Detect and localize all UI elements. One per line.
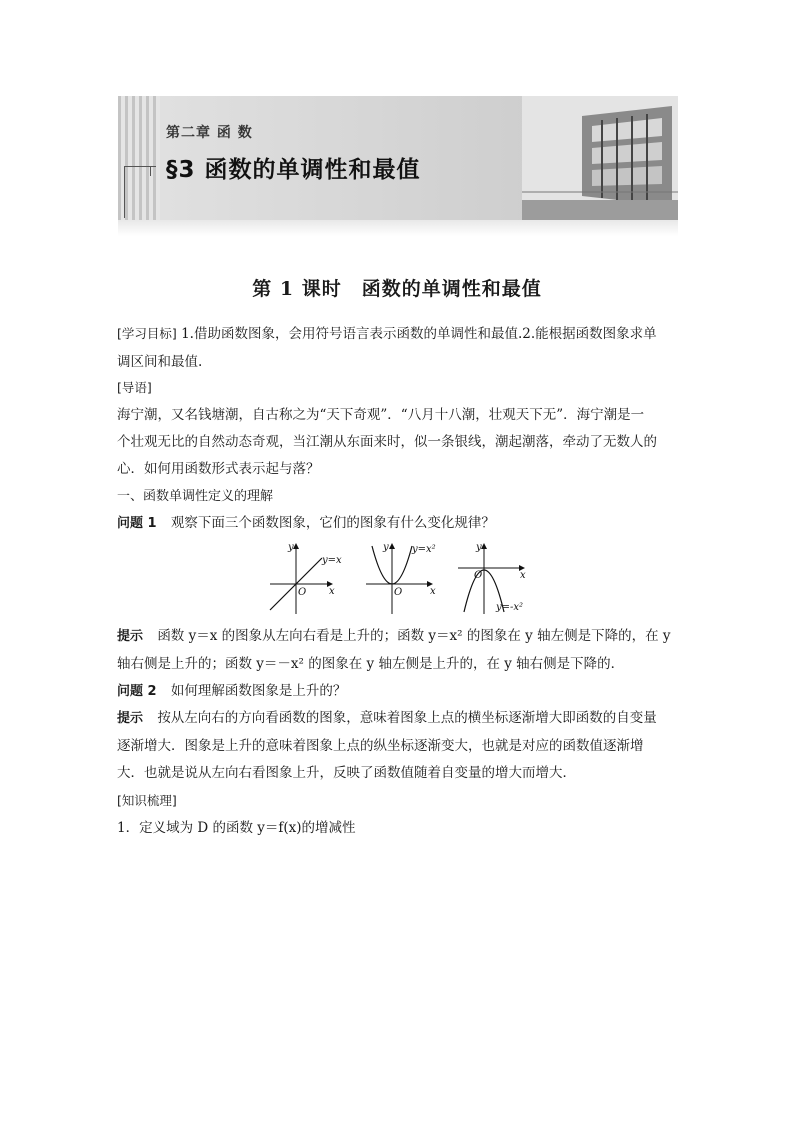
banner-building-image [522, 96, 678, 220]
question-2 [117, 681, 679, 702]
graph-parabola-down [458, 542, 526, 614]
graph3-x-label: x [520, 570, 526, 581]
graph1-y-label: y [288, 542, 294, 553]
graph2-y-label: y [383, 542, 389, 553]
question-1-text: 观察下面三个函数图象，它们的图象有什么变化规律？ [170, 515, 495, 531]
graph3-curve-label: y=-x² [496, 602, 524, 613]
graph1-origin: O [298, 587, 307, 598]
function-graphs [262, 538, 532, 616]
graph2-x-label: x [430, 586, 436, 597]
graph2-origin: O [394, 587, 403, 598]
lesson-title: 第 1 课时 函数的单调性和最值 [252, 278, 542, 300]
graph3-origin: O [474, 570, 483, 581]
hint-1-label: 提示 [117, 629, 144, 644]
intro-line-1: 海宁潮，又名钱塘潮，自古称之为“天下奇观”．“八月十八潮，壮观天下无”．海宁潮是一 [117, 407, 645, 423]
graph1-curve-label: y=x [322, 555, 342, 566]
hint-1-text-1: 函数 y＝x 的图象从左向右看是上升的；函数 y＝x² 的图象在 y 轴左侧是下降的，在 y [157, 628, 671, 644]
intro-line-2: 个壮观无比的自然动态奇观，当江潮从东面来时，似一条银线，潮起潮落，牵动了无数人的 [117, 434, 657, 450]
question-2-label: 问题 2 [117, 684, 157, 699]
knowledge-item-1: 1．定义域为 D 的函数 y＝f(x)的增减性 [117, 820, 356, 836]
objectives-text-2: 调区间和最值. [117, 354, 203, 370]
intro-line-3: 心．如何用函数形式表示起与落？ [117, 461, 320, 477]
graph-linear [270, 542, 342, 614]
knowledge-label: [知识梳理] [117, 793, 177, 808]
banner-shadow [118, 220, 678, 236]
hint-1-text-2: 轴右侧是上升的；函数 y＝－x² 的图象在 y 轴左侧是上升的，在 y 轴右侧是下降的． [117, 656, 625, 672]
hint-2-text-2: 逐渐增大．图象是上升的意味着图象上点的纵坐标逐渐变大，也就是对应的函数值逐渐增 [117, 738, 644, 754]
hint-2-text-1: 按从左向右的方向看函数的图象，意味着图象上点的横坐标逐渐增大即函数的自变量 [157, 710, 657, 726]
chapter-label: 第二章 函 数 [166, 125, 253, 141]
hint-2-line-1 [117, 708, 679, 729]
banner-rule-short [150, 166, 151, 176]
intro-label: [导语] [117, 380, 152, 395]
objectives-line-1 [117, 324, 679, 344]
banner-rule-vertical [124, 166, 125, 218]
question-1-label: 问题 1 [117, 516, 157, 531]
section-heading-1: 一、函数单调性定义的理解 [117, 489, 274, 504]
objectives-text-1: 1.借助函数图象，会用符号语言表示函数的单调性和最值.2.能根据函数图象求单 [181, 326, 657, 342]
graph-parabola-up [366, 542, 436, 614]
graph1-x-label: x [329, 586, 335, 597]
objectives-label: [学习目标] [117, 326, 177, 341]
graph3-y-label: y [476, 542, 482, 553]
graph2-curve-label: y=x² [412, 544, 436, 555]
hint-1-line-1 [117, 626, 679, 647]
banner-rule-horizontal [124, 166, 156, 167]
hint-2-text-3: 大．也就是说从左向右看图象上升，反映了函数值随着自变量的增大而增大． [117, 765, 576, 781]
question-2-text: 如何理解函数图象是上升的？ [170, 683, 347, 699]
section-title: §3 函数的单调性和最值 [166, 157, 421, 183]
question-1 [117, 513, 679, 534]
hint-2-label: 提示 [117, 711, 144, 726]
